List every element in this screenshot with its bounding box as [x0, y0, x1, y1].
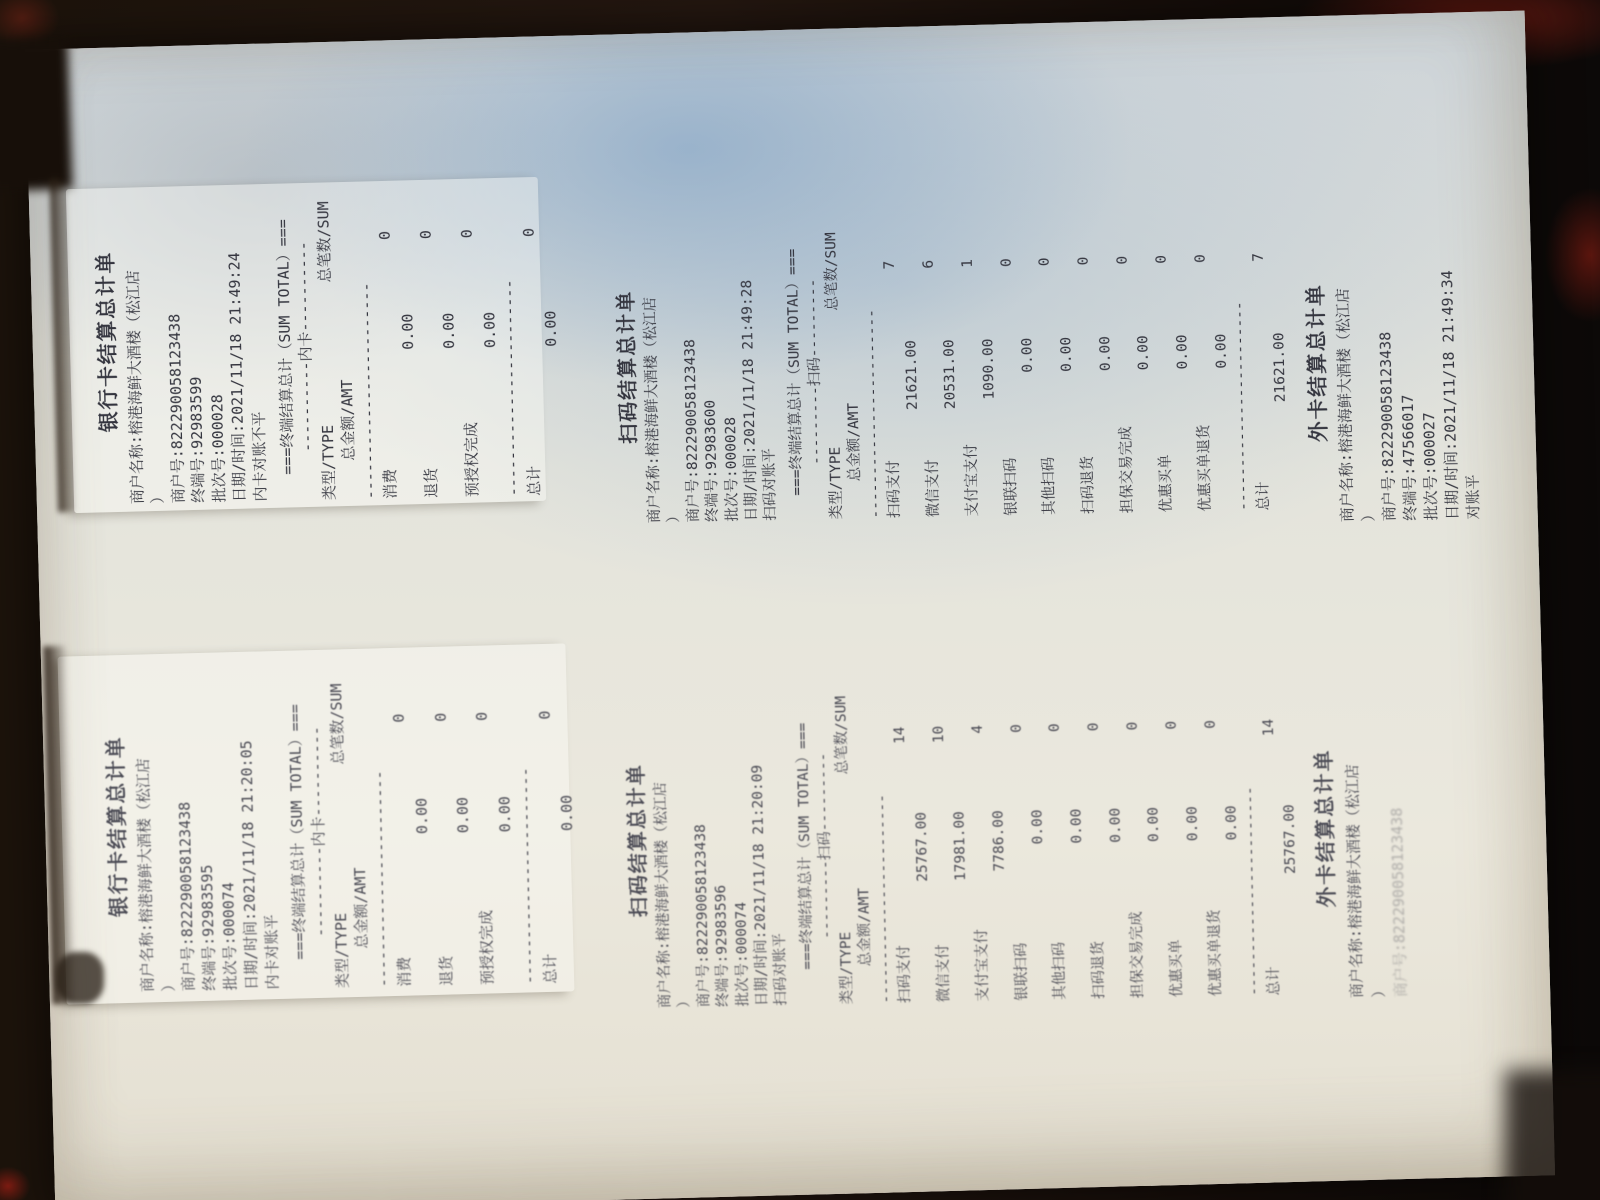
row-amount: 0.00 — [1096, 335, 1114, 372]
row-count: 0 — [472, 711, 492, 722]
merchant-no-line: 商户号:822290058123438 — [1376, 331, 1399, 522]
dashed-separator: ------------------------ — [1232, 301, 1253, 511]
type-column-header: 类型/TYPE — [331, 912, 352, 989]
row-label: 银联扫码 — [1002, 457, 1020, 516]
dashed-separator: ------------------------ — [515, 767, 539, 985]
row-count: 0 — [519, 227, 538, 238]
row-amount: 0.00 — [1184, 806, 1202, 842]
dashed-separator: ------------------------ — [500, 279, 523, 497]
row-label: 担保交易完成 — [1128, 911, 1147, 999]
receipt-title: 扫码结算总计单 — [613, 289, 641, 445]
row-count: 0 — [1153, 254, 1170, 264]
table-shadow-corner — [1505, 1070, 1600, 1200]
row-amount: 0.00 — [1145, 806, 1163, 843]
row-amount: 7786.00 — [990, 810, 1009, 872]
receipt-title: 外卡结算总计单 — [1303, 283, 1331, 443]
row-amount: 21621.00 — [1271, 332, 1290, 403]
row-count: 0 — [1008, 723, 1025, 733]
row-label: 微信支付 — [935, 944, 953, 1003]
merchant-no-line: 商户号:822290058123438 — [165, 313, 188, 504]
sum-total-header: ===终端结算总计（SUM TOTAL）=== — [273, 219, 297, 475]
row-label: 微信支付 — [924, 459, 943, 518]
count-column-header: 总笔数/SUM — [833, 695, 851, 775]
row-amount: 25767.00 — [1281, 804, 1300, 875]
row-label: 担保交易完成 — [1118, 426, 1137, 514]
row-count: 14 — [1260, 718, 1277, 737]
merchant-name-overflow-line: ） — [158, 976, 178, 992]
row-label: 其他扫码 — [1041, 456, 1059, 516]
merchant-name-line: 商户名称:榕港海鲜大酒楼（松江店 — [1333, 287, 1357, 523]
row-amount: 1090.00 — [980, 338, 998, 400]
row-count: 0 — [376, 230, 395, 241]
row-count: 0 — [389, 713, 408, 723]
batch-no-line: 批次号:000028 — [722, 416, 741, 522]
datetime-line: 日期/时间:2021/11/18 21:49:24 — [225, 252, 249, 503]
count-column-header: 总笔数/SUM — [326, 683, 347, 765]
row-amount: 20531.00 — [941, 339, 960, 410]
datetime-line: 日期/时间:2021/11/18 21:49:28 — [739, 279, 761, 522]
row-label: 总计 — [540, 953, 559, 984]
row-count: 14 — [891, 726, 909, 745]
channel-header: ----------内卡---------- — [294, 241, 317, 453]
row-count: 4 — [969, 724, 986, 734]
row-amount: 21621.00 — [902, 340, 921, 411]
row-amount: 0.00 — [412, 797, 432, 835]
merchant-no-line: 商户号:822290058123438 — [682, 339, 703, 523]
row-label: 优惠买单 — [1168, 939, 1186, 998]
type-column-header: 类型/TYPE — [827, 446, 846, 520]
row-label: 支付宝支付 — [963, 443, 981, 517]
batch-no-line: 批次号:000074 — [733, 901, 752, 1007]
row-label: 优惠买单退货 — [1195, 424, 1214, 512]
row-amount: 25767.00 — [913, 811, 931, 882]
amount-column-header: 总金额/AMT — [856, 887, 875, 967]
amount-column-header: 总金额/AMT — [351, 867, 372, 949]
channel-header: ----------内卡---------- — [306, 726, 330, 937]
row-amount: 0.00 — [1107, 807, 1124, 843]
row-amount: 17981.00 — [951, 810, 970, 882]
receipt-title: 银行卡结算总计单 — [103, 735, 131, 918]
dashed-separator: ------------------------ — [863, 308, 884, 519]
merchant-name-overflow-line: ） — [148, 488, 167, 504]
row-amount: 0.00 — [1058, 336, 1075, 373]
row-count: 7 — [1250, 252, 1267, 262]
row-count: 0 — [1163, 720, 1180, 730]
row-count: 0 — [1085, 722, 1103, 732]
row-label: 总计 — [1255, 481, 1272, 511]
row-amount: 0.00 — [1029, 809, 1047, 845]
row-label: 优惠买单 — [1157, 454, 1175, 513]
batch-no-line: 批次号:000074 — [219, 881, 240, 991]
table-shadow-corner — [0, 39, 73, 192]
reconciliation-status-line: 扫码对账平 — [772, 933, 791, 1006]
terminal-no-line: 终端号:92983599 — [187, 376, 208, 504]
terminal-no-line: 终端号:92983596 — [713, 884, 732, 1008]
row-label: 总计 — [524, 465, 544, 496]
row-count: 0 — [458, 228, 477, 239]
receipt-foreign-card-settlement-2 — [1310, 674, 1459, 999]
type-column-header: 类型/TYPE — [318, 424, 339, 501]
merchant-no-line: 商户号:822290058123438 — [1387, 807, 1410, 998]
amount-column-header: 总金额/AMT — [846, 402, 864, 482]
reconciliation-status-line: 扫码对账平 — [762, 448, 780, 521]
row-count: 1 — [959, 258, 976, 268]
merchant-name-overflow-line: ） — [1358, 506, 1378, 522]
row-count: 0 — [1114, 255, 1131, 265]
row-amount: 0.00 — [439, 312, 459, 350]
terminal-no-line: 终端号:47566017 — [1398, 394, 1420, 521]
sum-total-header: ===终端结算总计（SUM TOTAL）=== — [794, 722, 816, 970]
row-label: 支付宝支付 — [973, 928, 992, 1002]
receipt-title: 扫码结算总计单 — [623, 762, 651, 918]
row-amount: 0.00 — [398, 313, 418, 350]
type-column-header: 类型/TYPE — [838, 931, 856, 1005]
row-amount: 0.00 — [1019, 337, 1037, 373]
receipt-bank-card-settlement-1 — [92, 188, 561, 505]
row-amount: 0.00 — [1135, 335, 1153, 371]
merchant-name-overflow-line: ） — [666, 508, 683, 523]
receipt-foreign-card-settlement-1 — [1302, 217, 1483, 523]
row-label: 总计 — [1265, 966, 1283, 996]
row-label: 扫码支付 — [896, 944, 914, 1004]
merchant-name-line: 商户名称:榕港海鲜大酒楼（松江店 — [123, 269, 147, 505]
row-label: 扫码退货 — [1090, 940, 1108, 1000]
merchant-no-line: 商户号:822290058123438 — [176, 801, 199, 992]
row-label: 其他扫码 — [1051, 941, 1069, 1001]
row-count: 0 — [1075, 256, 1093, 266]
row-count: 0 — [535, 710, 554, 720]
row-amount: 0.00 — [541, 310, 561, 347]
receipt-title: 银行卡结算总计单 — [93, 250, 121, 433]
merchant-name-overflow-line: ） — [1369, 982, 1388, 998]
terminal-no-line: 终端号:92983595 — [198, 864, 219, 991]
row-label: 银联扫码 — [1012, 942, 1031, 1001]
reconciliation-status-line: 对账平 — [1463, 474, 1483, 520]
row-count: 0 — [1124, 721, 1141, 731]
row-amount: 0.00 — [1213, 333, 1231, 369]
row-label: 优惠买单退货 — [1206, 909, 1225, 997]
receipt-scan-code-settlement-2 — [622, 677, 1300, 1009]
row-label: 扫码支付 — [886, 459, 904, 519]
row-count: 0 — [1202, 719, 1219, 729]
reconciliation-status-line: 内卡对账不平 — [249, 411, 270, 502]
reconciliation-status-line: 内卡对账平 — [261, 914, 282, 990]
row-label: 预授权完成 — [462, 421, 482, 498]
row-label: 扫码退货 — [1080, 455, 1098, 515]
row-count: 0 — [1192, 253, 1209, 264]
row-amount: 0.00 — [453, 796, 473, 834]
merchant-name-line: 商户名称:榕港海鲜大酒楼（松江店 — [1342, 763, 1366, 999]
count-column-header: 总笔数/SUM — [823, 232, 841, 311]
dashed-separator: ------------------------ — [873, 793, 895, 1004]
row-label: 消费 — [381, 468, 400, 499]
row-amount: 0.00 — [1174, 334, 1192, 370]
merchant-name-overflow-line: ） — [676, 993, 694, 1008]
amount-column-header: 总金额/AMT — [338, 379, 358, 461]
row-count: 0 — [998, 258, 1015, 268]
datetime-line: 日期/时间:2021/11/18 21:20:05 — [237, 740, 261, 991]
dashed-separator: ------------------------ — [356, 282, 380, 500]
row-count: 10 — [930, 725, 948, 744]
receipt-scan-code-settlement-1 — [612, 214, 1290, 524]
merchant-name-line: 商户名称:榕港海鲜大酒楼（松江店 — [642, 296, 664, 524]
row-count: 6 — [920, 259, 937, 269]
sum-total-header: ===终端结算总计（SUM TOTAL）=== — [784, 248, 806, 496]
receipt-bank-card-settlement-2 — [102, 669, 577, 993]
terminal-no-line: 终端号:92983600 — [702, 399, 722, 523]
row-label: 退货 — [436, 955, 456, 987]
row-count: 0 — [431, 712, 450, 722]
dashed-separator: ------------------------ — [370, 770, 393, 988]
slip-torn-edge — [56, 952, 104, 1004]
row-count: 0 — [417, 229, 436, 240]
datetime-line: 日期/时间:2021/11/18 21:20:09 — [749, 764, 771, 1007]
dashed-separator: ------------------------ — [1242, 786, 1263, 996]
row-amount: 0.00 — [1068, 808, 1086, 844]
row-amount: 0.00 — [480, 311, 500, 349]
batch-no-line: 批次号:000028 — [208, 394, 229, 503]
merchant-name-line: 商户名称:榕港海鲜大酒楼（松江店 — [652, 781, 674, 1009]
row-label: 消费 — [394, 956, 414, 987]
row-count: 0 — [1047, 723, 1064, 733]
row-amount: 0.00 — [1223, 805, 1241, 841]
row-label: 退货 — [422, 467, 441, 499]
row-label: 预授权完成 — [477, 909, 497, 986]
count-column-header: 总笔数/SUM — [314, 201, 334, 283]
receipt-title: 外卡结算总计单 — [1311, 748, 1339, 908]
row-amount: 0.00 — [557, 794, 577, 832]
datetime-line: 日期/时间:2021/11/18 21:49:34 — [1437, 270, 1462, 521]
row-count: 0 — [1037, 257, 1054, 267]
merchant-name-line: 商户名称:榕港海鲜大酒楼（松江店 — [133, 757, 157, 993]
sum-total-header: ===终端结算总计（SUM TOTAL）=== — [285, 704, 309, 960]
channel-header: ---------扫码--------- — [804, 278, 825, 466]
row-amount: 0.00 — [495, 796, 515, 833]
merchant-no-line: 商户号:822290058123438 — [692, 824, 713, 1008]
batch-no-line: 批次号:000027 — [1419, 411, 1441, 521]
channel-header: ---------扫码--------- — [814, 752, 835, 940]
row-count: 7 — [881, 260, 899, 270]
